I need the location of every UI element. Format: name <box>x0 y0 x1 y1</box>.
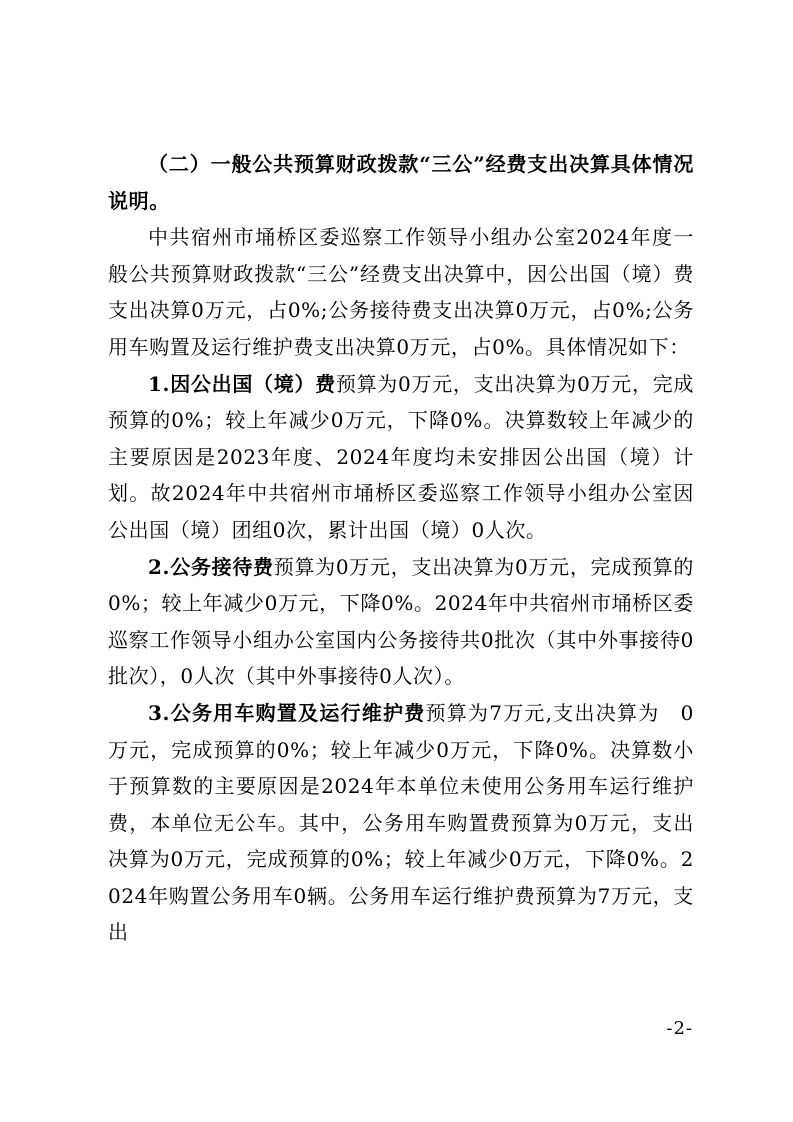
item-label: 2.公务接待费 <box>148 554 274 579</box>
item-label: 1.因公出国（境）费 <box>148 371 336 396</box>
section-heading: （二）一般公共预算财政拨款“三公”经费支出决算具体情况说明。 <box>108 152 694 213</box>
item-label: 3.公务用车购置及运行维护费 <box>148 700 426 725</box>
item-overseas-travel <box>108 366 694 549</box>
item-vehicles <box>108 695 694 951</box>
item-text: 预算为0万元，支出决算为0万元，完成预算的0%；较上年减少0万元，下降0%。决算数较上年减少的主要原因是2023年度、2024年度均未安排因公出国（境）计划。故2024年中共宿州市埇桥区委巡察工作领导小组办公室因公出国（境）团组0次，累计出国（境）0人次。 <box>108 371 694 542</box>
item-reception <box>108 549 694 695</box>
document-body <box>108 146 694 951</box>
item-text: 预算为0万元，支出决算为0万元，完成预算的0%；较上年减少0万元，下降0%。2024年中共宿州市埇桥区委巡察工作领导小组办公室国内公务接待共0批次（其中外事接待0批次），0人次（其中外事接待0人次）。 <box>108 554 694 689</box>
page-number: -2- <box>666 1018 693 1039</box>
intro-paragraph: 中共宿州市埇桥区委巡察工作领导小组办公室2024年度一般公共预算财政拨款“三公”经费支出决算中，因公出国（境）费支出决算0万元，占0%;公务接待费支出决算0万元，占0%;公务用车购置及运行维护费支出决算0万元，占0%。具体情况如下： <box>108 225 694 359</box>
item-text: 预算为7万元,支出决算为 0万元，完成预算的0%；较上年减少0万元，下降0%。决算数小于预算数的主要原因是2024年本单位未使用公务用车运行维护费，本单位无公车。其中，公务用车购置费预算为0万元，支出决算为0万元，完成预算的0%；较上年减少0万元，下降0%。2024年购置公务用车0辆。公务用车运行维护费预算为7万元，支出 <box>108 700 694 945</box>
